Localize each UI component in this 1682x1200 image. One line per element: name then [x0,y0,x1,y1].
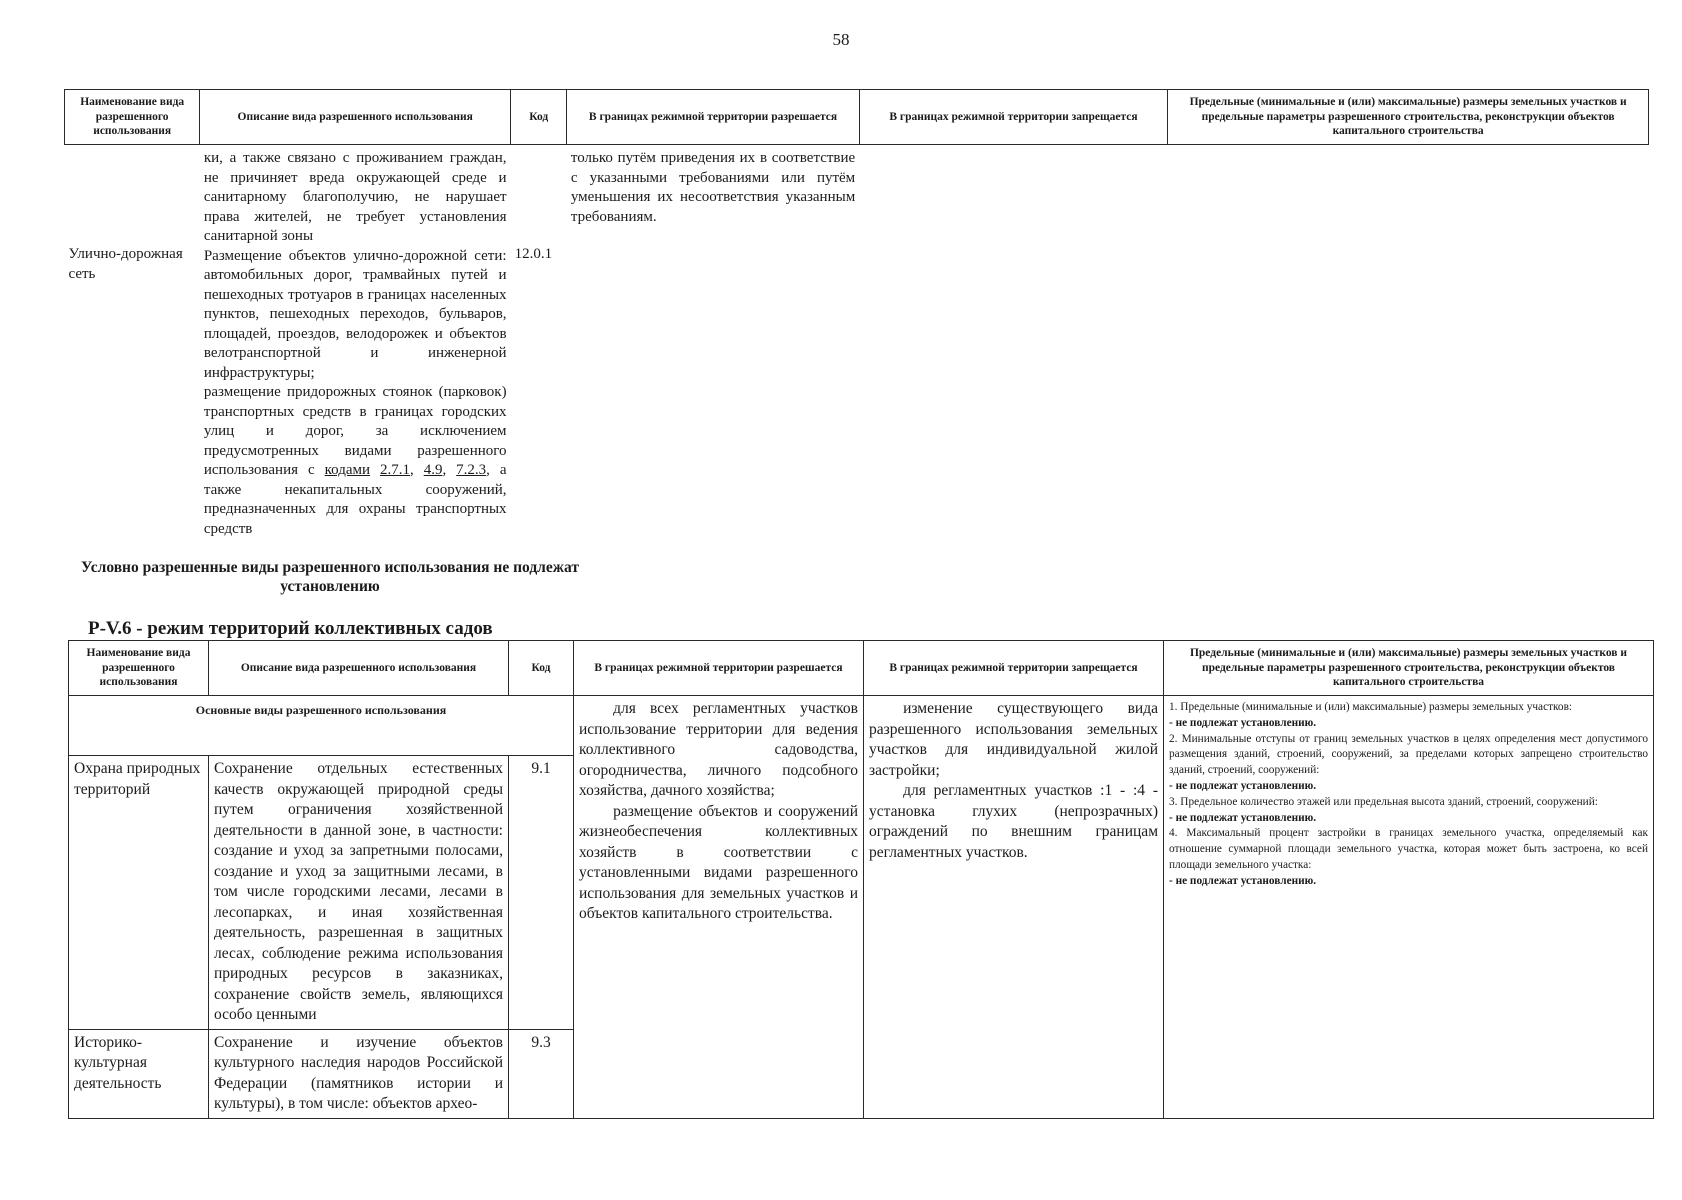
header-name: Наименование вида разрешенного использования [65,90,200,145]
regulation-table-gardens [68,640,1654,1119]
forbidden-1: изменение существующего вида разрешенного использования земельных участков для индивидуальной жилой застройки; [869,700,1158,779]
limit-1-value: - не подлежат установлению. [1169,716,1317,729]
row-description: Сохранение и изучение объектов культурного наследия народов Российской Федерации (памятников истории и культуры), в том числе: объектов архео- [209,1029,509,1118]
row-description [200,145,511,540]
header-name: Наименование вида разрешенного использования [69,641,209,696]
link-7-2-3[interactable]: 7.2.3 [456,462,487,478]
limit-3: 3. Предельное количество этажей или предельная высота зданий, строений, сооружений: [1169,795,1598,808]
allowed-2: размещение объектов и сооружений жизнеобеспечения коллективных хозяйств в соответствии с установленными видами разрешенного использования для земельных участков и объектов капитального строительства. [579,802,858,922]
forbidden-cell [864,696,1164,1119]
row-code [511,145,567,540]
table-header-row [69,641,1654,696]
allowed-1: для всех регламентных участков использование территории для ведения коллективного садоводства, огородничества, личного подсобного хозяйства, дачного хозяйства; [579,700,858,799]
link-2-7-1[interactable]: 2.7.1 [379,462,410,478]
row-description-2-end: , а также некапитальных сооружений, предназначенных для охраны транспортных средств [203,462,507,537]
limit-3-value: - не подлежат установлению. [1169,811,1317,824]
limits-cell [1164,696,1654,1119]
continuation-description: ки, а также связано с проживанием граждан, не причиняет вреда окружающей среде и санитарному благополучию, не нарушает права жителей, не требует установления санитарной зоны [203,150,507,244]
limit-4-value: - не подлежат установлению. [1169,874,1317,887]
allowed-cell [567,145,859,540]
row-name [65,145,200,540]
section-title: Р-V.6 - режим территорий коллективных садов [88,618,493,639]
main-types-heading: Основные виды разрешенного использования [69,696,574,756]
limits-cell [1168,145,1649,540]
row-name: Охрана природных территорий [69,756,209,1030]
table-row [65,145,1649,540]
link-4-9[interactable]: 4.9 [423,462,443,478]
row-code: 9.3 [509,1029,574,1118]
link-codes[interactable]: кодами [324,462,371,478]
continuation-allowed: только путём приведения их в соответствие с указанными требованиями или путём уменьшения их несоответствия указанным требованиям. [570,150,856,225]
limit-4: 4. Максимальный процент застройки в границах земельного участка, определяемый как отношение суммарной площади земельного участка, которая может быть застроена, ко всей площади земельного участка: [1169,827,1648,871]
header-code: Код [509,641,574,696]
regulation-table-continued [64,89,1649,539]
row-description-2-start: размещение придорожных стоянок (парковок) транспортных средств в границах городских улиц и дорог, за исключением предусмотренных видами разрешенного использования с [203,384,507,478]
forbidden-cell [859,145,1168,540]
conditional-note: Условно разрешенные виды разрешенного использования не подлежат установлению [81,559,579,595]
header-allowed: В границах режимной территории разрешается [567,90,859,145]
row-description-2: размещение придорожных стоянок (парковок) транспортных средств в границах городских улиц и дорог, за исключением предусмотренных видами разрешенного использования с кодами 2.7.1, 4.9, 7.2.3, а также некапитальных сооружений, предназначенных для охраны транспортных средств [203,384,507,537]
row-name: Историко-культурная деятельность [69,1029,209,1118]
header-limits: Предельные (минимальные и (или) максимальные) размеры земельных участков и предельные параметры разрешенного строительства, реконструкции объектов капитального строительства [1168,90,1649,145]
header-limits: Предельные (минимальные и (или) максимальные) размеры земельных участков и предельные параметры разрешенного строительства, реконструкции объектов капитального строительства [1164,641,1654,696]
row-code: 9.1 [509,756,574,1030]
header-allowed: В границах режимной территории разрешается [574,641,864,696]
main-types-row [69,696,1654,756]
limit-2: 2. Минимальные отступы от границ земельных участков в целях определения мест допустимого размещения зданий, строений, сооружений, за пределами которых запрещено строительство зданий, строений, сооружений: [1169,732,1648,777]
row-description: Сохранение отдельных естественных качеств окружающей природной среды путем ограничения хозяйственной деятельности в данной зоне, в частности: создание и уход за запретными полосами, создание и уход за защитными лесами, в том числе городскими лесами, лесами в лесопарках, и иная хозяйственная деятельность, разрешенная в защитных лесах, соблюдение режима использования природных ресурсов в заказниках, сохранение свойств земель, являющихся особо ценными [209,756,509,1030]
forbidden-2: для регламентных участков :1 - :4 - установка глухих (непрозрачных) ограждений по внешним границам регламентных участков. [869,782,1158,861]
header-description: Описание вида разрешенного использования [209,641,509,696]
header-forbidden: В границах режимной территории запрещается [864,641,1164,696]
allowed-cell [574,696,864,1119]
table-header-row [65,90,1649,145]
header-forbidden: В границах режимной территории запрещается [859,90,1168,145]
limit-1: 1. Предельные (минимальные и (или) максимальные) размеры земельных участков: [1169,701,1573,713]
row-name-text: Улично-дорожная сеть [68,246,183,282]
page-number: 58 [832,30,850,49]
row-description-1: Размещение объектов улично-дорожной сети: автомобильных дорог, трамвайных путей и пешеходных тротуаров в границах населенных пунктов, пешеходных переходов, бульваров, площадей, проездов, велодорожек и объектов велотранспортной и инженерной инфраструктуры; [203,247,507,381]
limit-2-value: - не подлежат установлению. [1169,779,1317,792]
row-code-text: 12.0.1 [514,246,553,262]
header-description: Описание вида разрешенного использования [200,90,511,145]
header-code: Код [511,90,567,145]
